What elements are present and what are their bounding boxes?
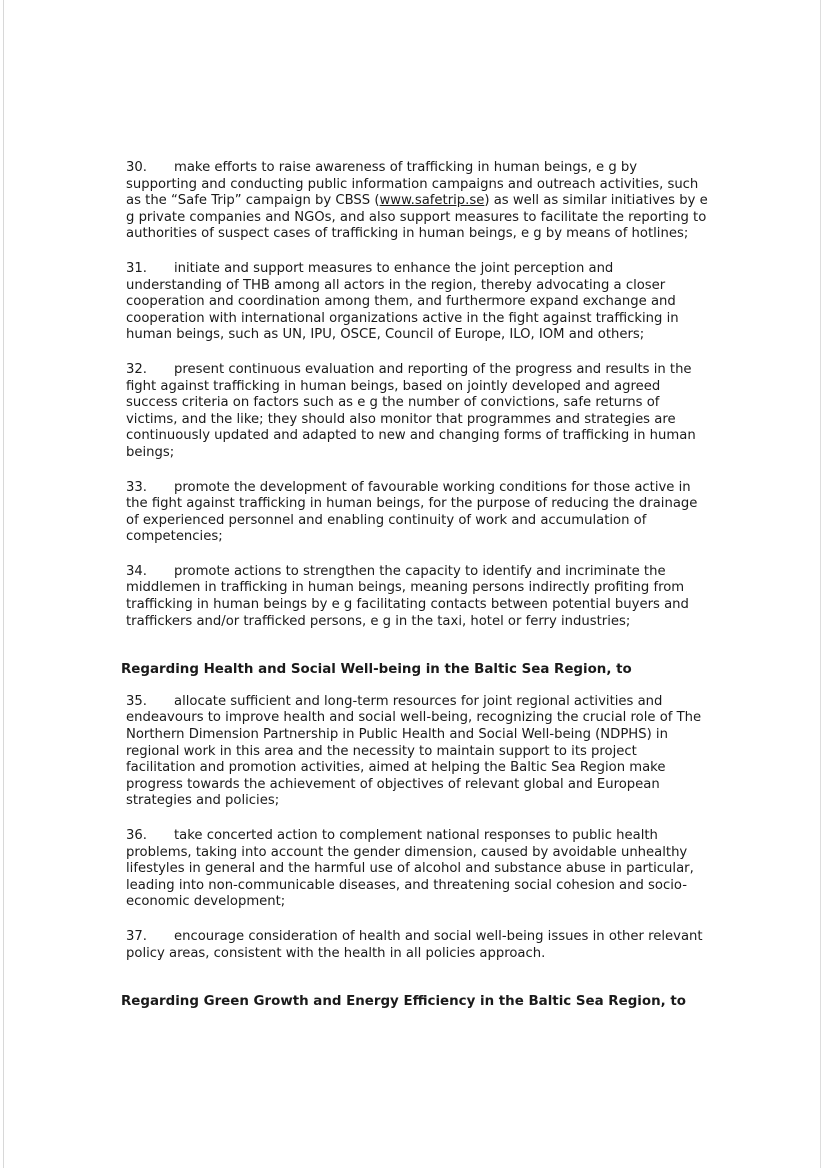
paragraph-text: encourage consideration of health and social well-being issues in other relevant policy areas, consistent with the health in all policies approach. bbox=[126, 928, 703, 961]
paragraph-text: initiate and support measures to enhance the joint perception and understanding of THB among all actors in the region, thereby advocating a closer cooperation and coordination among them, and furthermore expand exchange and cooperation with international organizations active in the fight against trafficking in human beings, such as UN, IPU, OSCE, Council of Europe, ILO, IOM and others; bbox=[126, 260, 679, 343]
paragraph-34 bbox=[126, 564, 710, 630]
paragraph-32 bbox=[126, 362, 710, 462]
paragraph-number: 31. bbox=[126, 260, 147, 276]
document-page bbox=[121, 160, 710, 1026]
scan-edge-left bbox=[3, 0, 4, 1168]
paragraph-text: present continuous evaluation and reporting of the progress and results in the fight against trafficking in human beings, based on jointly developed and agreed success criteria on factors such as e g the number of convictions, safe returns of victims, and the like; they should also monitor that programmes and strategies are continuously updated and adapted to new and changing forms of trafficking in human beings; bbox=[126, 361, 696, 460]
safetrip-link[interactable]: www.safetrip.se bbox=[379, 193, 485, 209]
paragraph-text: promote actions to strengthen the capacity to identify and incriminate the middlemen in trafficking in human beings, meaning persons indirectly profiting from trafficking in human beings by e g facilitating contacts between potential buyers and traffickers and/or trafficked persons, e g in the taxi, hotel or ferry industries; bbox=[126, 563, 689, 629]
paragraph-33 bbox=[126, 480, 710, 546]
paragraph-text: take concerted action to complement national responses to public health problems, taking into account the gender dimension, caused by avoidable unhealthy lifestyles in general and the harmful use of alcohol and substance abuse in particular, leading into non-communicable diseases, and threatening social cohesion and socio-economic development; bbox=[126, 828, 694, 910]
paragraph-text: make efforts to raise awareness of trafficking in human beings, e g by supporting and conducting public information campaigns and outreach activities, such as the “Safe Trip” campaign by CBSS ( bbox=[126, 160, 699, 209]
paragraph-36 bbox=[126, 828, 710, 911]
paragraph-31 bbox=[126, 261, 710, 344]
paragraph-number: 34. bbox=[126, 563, 147, 579]
paragraph-35 bbox=[126, 694, 710, 810]
paragraph-30 bbox=[126, 160, 710, 243]
section-heading-health: Regarding Health and Social Well-being in the Baltic Sea Region, to bbox=[121, 662, 632, 678]
paragraph-number: 33. bbox=[126, 479, 147, 495]
paragraph-number: 30. bbox=[126, 160, 147, 175]
paragraph-37 bbox=[126, 929, 710, 962]
paragraph-number: 32. bbox=[126, 361, 147, 377]
paragraph-number: 37. bbox=[126, 928, 147, 944]
paragraph-number: 35. bbox=[126, 693, 147, 709]
scan-edge-right bbox=[820, 0, 821, 1168]
paragraph-text: promote the development of favourable working conditions for those active in the fight against trafficking in human beings, for the purpose of reducing the drainage of experienced personnel and enabling continuity of work and accumulation of competencies; bbox=[126, 479, 698, 545]
paragraph-text-continued: ) as well as similar initiatives by e g private companies and NGOs, and also support measures to facilitate the reporting to authorities of suspect cases of trafficking in human beings, e g by means of hotlines; bbox=[126, 193, 708, 242]
paragraph-number: 36. bbox=[126, 828, 147, 843]
paragraph-text: allocate sufficient and long-term resources for joint regional activities and endeavours to improve health and social well-being, recognizing the crucial role of The Northern Dimension Partnership in Public Health and Social Well-being (NDPHS) in regional work in this area and the necessity to maintain support to its project facilitation and promotion activities, aimed at helping the Baltic Sea Region make progress towards the achievement of objectives of relevant global and European strategies and policies; bbox=[126, 693, 702, 809]
section-heading-green-growth: Regarding Green Growth and Energy Efficiency in the Baltic Sea Region, to bbox=[121, 994, 686, 1010]
